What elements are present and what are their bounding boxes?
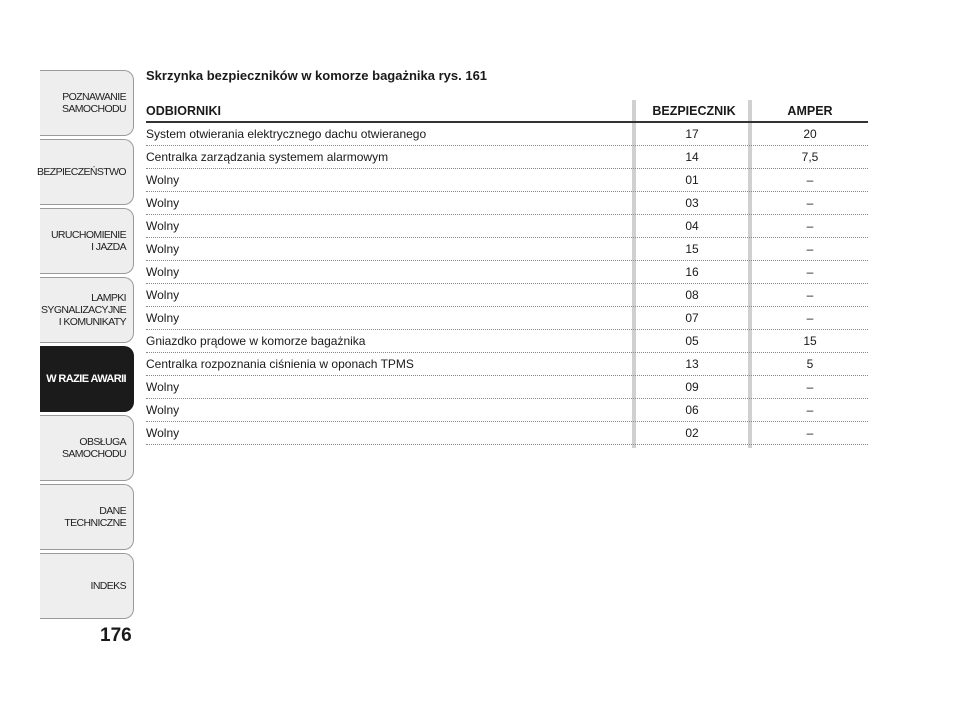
cell-fuse: 08 (685, 288, 699, 302)
cell-receiver: Wolny (146, 426, 180, 440)
cell-fuse: 07 (685, 311, 699, 325)
header-bezpiecznik: BEZPIECZNIK (652, 103, 736, 118)
cell-amper: – (806, 426, 814, 440)
table-row (146, 284, 868, 307)
tab-lampki-sygnalizacyjne[interactable]: LAMPKI SYGNALIZACYJNE I KOMUNIKATY (40, 277, 134, 343)
cell-amper: – (806, 265, 814, 279)
cell-amper: – (806, 380, 814, 394)
table-row (146, 353, 868, 376)
cell-receiver: Wolny (146, 311, 180, 325)
cell-amper: – (806, 242, 814, 256)
table-row (146, 376, 868, 399)
cell-fuse: 03 (685, 196, 699, 210)
tab-dane-techniczne[interactable]: DANE TECHNICZNE (40, 484, 134, 550)
header-amper: AMPER (787, 103, 833, 118)
cell-fuse: 14 (685, 150, 699, 164)
page-number: 176 (100, 625, 132, 646)
cell-receiver: Wolny (146, 403, 180, 417)
cell-receiver: Centralka zarządzania systemem alarmowym (146, 150, 389, 164)
cell-receiver: Wolny (146, 265, 180, 279)
cell-fuse: 17 (685, 127, 699, 141)
table-row (146, 192, 868, 215)
tab-uruchomienie-i-jazda[interactable]: URUCHOMIENIE I JAZDA (40, 208, 134, 274)
cell-fuse: 15 (685, 242, 699, 256)
table-row (146, 399, 868, 422)
table-row (146, 123, 868, 146)
fuse-table (146, 100, 868, 445)
cell-fuse: 13 (685, 357, 699, 371)
table-row (146, 169, 868, 192)
cell-fuse: 16 (685, 265, 699, 279)
cell-amper: – (806, 288, 814, 302)
cell-amper: 20 (803, 127, 817, 141)
chapter-tabs (36, 70, 134, 622)
cell-amper: – (806, 196, 814, 210)
cell-fuse: 05 (685, 334, 699, 348)
cell-amper: – (806, 173, 814, 187)
table-row (146, 238, 868, 261)
cell-fuse: 06 (685, 403, 699, 417)
cell-amper: 5 (806, 357, 814, 371)
cell-receiver: Gniazdko prądowe w komorze bagażnika (146, 334, 366, 348)
cell-fuse: 04 (685, 219, 699, 233)
cell-receiver: Wolny (146, 380, 180, 394)
cell-receiver: Wolny (146, 173, 180, 187)
table-row (146, 146, 868, 169)
cell-receiver: Centralka rozpoznania ciśnienia w oponach TPMS (146, 357, 414, 371)
cell-amper: – (806, 403, 814, 417)
cell-amper: 15 (803, 334, 817, 348)
cell-receiver: Wolny (146, 288, 180, 302)
cell-amper: – (806, 219, 814, 233)
tab-bezpieczenstwo[interactable]: BEZPIECZEŃSTWO (40, 139, 134, 205)
cell-receiver: Wolny (146, 219, 180, 233)
table-row (146, 261, 868, 284)
section-title: Skrzynka bezpieczników w komorze bagażnika rys. 161 (146, 68, 488, 83)
cell-receiver: Wolny (146, 196, 180, 210)
table-header (146, 100, 868, 123)
cell-amper: – (806, 311, 814, 325)
tab-w-razie-awarii[interactable]: W RAZIE AWARII (40, 346, 134, 412)
table-row (146, 215, 868, 238)
cell-fuse: 09 (685, 380, 699, 394)
tab-obsluga-samochodu[interactable]: OBSŁUGA SAMOCHODU (40, 415, 134, 481)
cell-fuse: 02 (685, 426, 699, 440)
tab-indeks[interactable]: INDEKS (40, 553, 134, 619)
cell-fuse: 01 (685, 173, 699, 187)
table-row (146, 330, 868, 353)
header-odbiorniki: ODBIORNIKI (146, 103, 221, 118)
cell-receiver: Wolny (146, 242, 180, 256)
tab-poznawanie-samochodu[interactable]: POZNAWANIE SAMOCHODU (40, 70, 134, 136)
table-row (146, 307, 868, 330)
table-row (146, 422, 868, 445)
cell-receiver: System otwierania elektrycznego dachu otwieranego (146, 127, 427, 141)
cell-amper: 7,5 (801, 150, 819, 164)
